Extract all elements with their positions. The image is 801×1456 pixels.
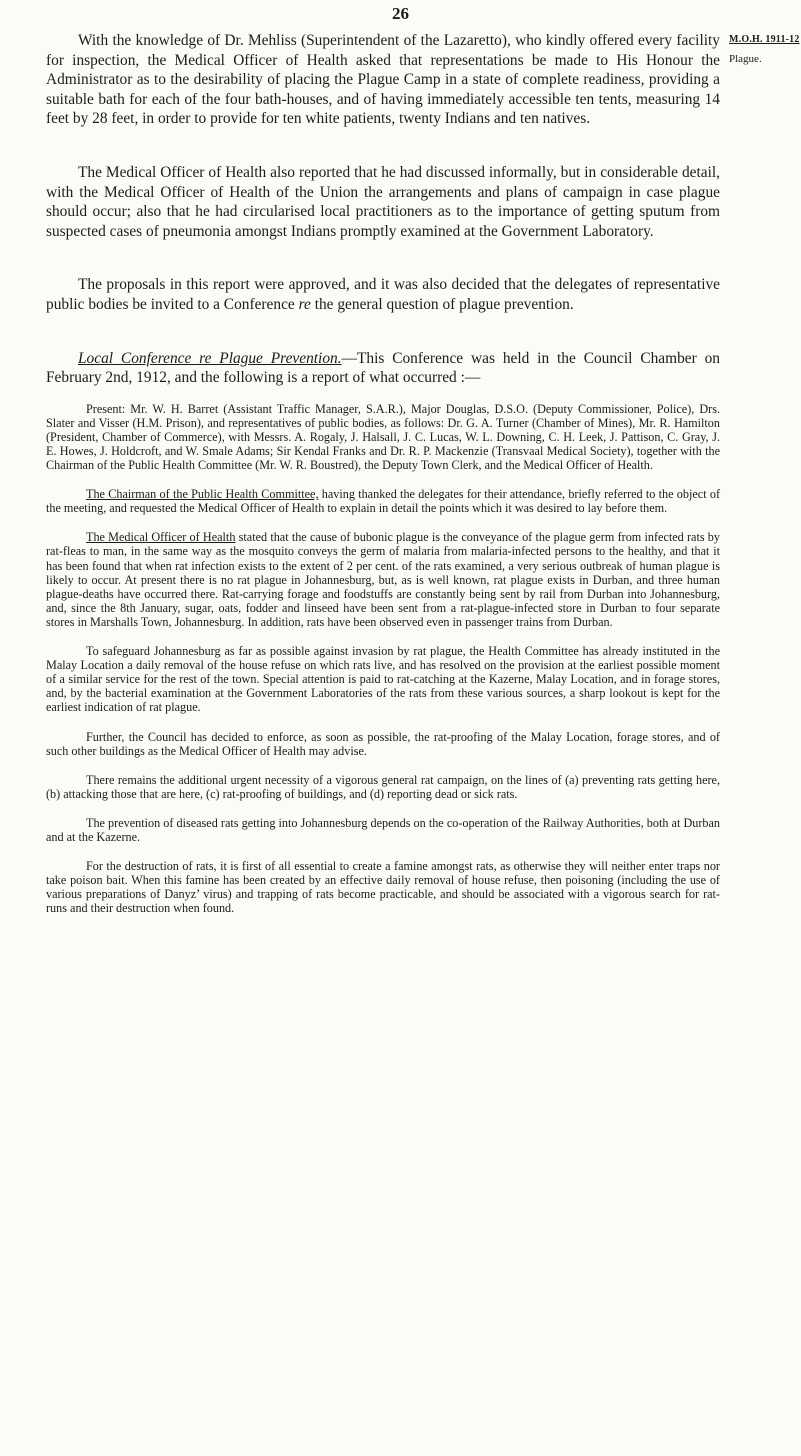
paragraph-proposals: [46, 275, 720, 314]
chairman-heading: The Chairman of the Public Health Committee,: [86, 487, 319, 502]
paragraph-moh-statement: [46, 530, 720, 629]
paragraph-present: Present: Mr. W. H. Barret (Assistant Traffic Manager, S.A.R.), Major Douglas, D.S.O. (Deputy Commissioner, Police), Drs. Slater and Visser (H.M. Prison), and representatives of public bodies, as follows: Dr. G. A. Turner (Chamber of Mines), Mr. R. Hamilton (President, Chamber of Commerce), with Messrs. A. Rogaly, J. Halsall, J. C. Lucas, W. L. Downing, C. H. Leek, J. Pattison, C. Gray, J. E. Howes, J. Holdcroft, and W. Smale Adams; Sir Kendal Franks and Dr. R. P. Mackenzie (Transvaal Medical Society), together with the Chairman of the Public Health Committee (Mr. W. R. Boustred), the Deputy Town Clerk, and the Medical Officer of Health.: [46, 401, 720, 473]
paragraph-destruction: For the destruction of rats, it is first of all essential to create a famine amongst rats, as otherwise they will neither enter traps nor take poison bait. When this famine has been created by an effective daily removal of house refuse, then poisoning (including the use of various preparations of Danyz’ virus) and trapping of rats become practicable, and should be associated with a vigorous search for rat-runs and their destruction when found.: [46, 859, 720, 916]
page-number: 26: [392, 4, 409, 23]
margin-topic: Plague.: [729, 53, 762, 65]
paragraph-moh-report: The Medical Officer of Health also reported that he had discussed informally, but in considerable detail, with the Medical Officer of Health of the Union the arrangements and plans of campaign in case plague should occur; also that he had circularised local practitioners as to the importance of getting sputum from suspected cases of pneumonia amongst Indians promptly examined at the Government Laboratory.: [46, 163, 720, 240]
chairman-text: having thanked the delegates for their attendance, briefly referred to the object of the meeting, and requested the Medical Officer of Health to explain in detail the points which it was desired to lay before them.: [46, 487, 720, 516]
paragraph-remains: There remains the additional urgent necessity of a vigorous general rat campaign, on the lines of (a) preventing rats getting here, (b) attacking those that are here, (c) rat-proofing of buildings, and (d) reporting dead or sick rats.: [46, 772, 720, 801]
paragraph-conference: [46, 349, 720, 388]
paragraph-chairman: [46, 487, 720, 515]
conference-heading: Local Conference re Plague Prevention.: [78, 349, 342, 367]
paragraph-further: Further, the Council has decided to enforce, as soon as possible, the rat-proofing of the Malay Location, forage stores, and of such other buildings as the Medical Officer of Health may advise.: [46, 729, 720, 758]
document-body: [46, 31, 720, 930]
conference-text: —This Conference was held in the Council Chamber on February 2nd, 1912, and the following is a report of what occurred :—: [46, 349, 720, 387]
margin-note: [729, 34, 800, 65]
paragraph-safeguard: To safeguard Johannesburg as far as possible against invasion by rat plague, the Health Committee has already instituted in the Malay Location a daily removal of the house refuse on which rats live, and has resolved on the provision at the earliest possible moment of a similar service for the rest of the town. Special attention is paid to rat-catching at the Kazerne, Malay Location, and in forage stores, and, by the bacterial examination at the Government Laboratories of the rats from these various sources, a sharp lookout is kept for the earliest indication of rat plague.: [46, 644, 720, 715]
moh-heading: The Medical Officer of Health: [86, 530, 236, 545]
proposals-text-end: the general question of plague prevention.: [310, 295, 574, 313]
paragraph-lazaretto: With the knowledge of Dr. Mehliss (Superintendent of the Lazaretto), who kindly offered every facility for inspection, the Medical Officer of Health asked that representations be made to His Honour the Administrator as to the desirability of placing the Plague Camp in a state of complete readiness, providing a suitable bath for each of the four bath-houses, and of having immediately accessible ten tents, measuring 14 feet by 28 feet, in order to provide for ten white patients, twenty Indians and ten natives.: [46, 32, 720, 128]
margin-report-code: M.O.H. 1911-12: [729, 34, 800, 45]
proposals-text-start: The proposals in this report were approved, and it was also decided that the delegates of representative public bodies be invited to a Conference: [46, 276, 720, 313]
paragraph-prevention: The prevention of diseased rats getting into Johannesburg depends on the co-operation of the Railway Authorities, both at Durban and at the Kazerne.: [46, 815, 720, 844]
proposals-re: re: [298, 295, 311, 313]
moh-text: stated that the cause of bubonic plague is the conveyance of the plague germ from infected rats by rat-fleas to man, in the same way as the mosquito conveys the germ of malaria from malaria-infected persons to the healthy, and that it has been found that when rat infection exists to the extent of 2 per cent. of the rats examined, a very serious outbreak of human plague is likely to occur. At present there is no rat plague in Johannesburg, but, as is well known, rat plague exists in Durban, and three human plague-deaths have occurred there. Rat-carrying forage and foodstuffs are constantly being sent by rail from Durban into Johannesburg, and, since the 8th January, sugar, oats, fodder and linseed have been sent from a rat-plague-infected store in Durban to four separate stores in Marshalls Town, Johannesburg. In addition, rats have been observed even in passenger trains from Durban.: [46, 530, 720, 629]
